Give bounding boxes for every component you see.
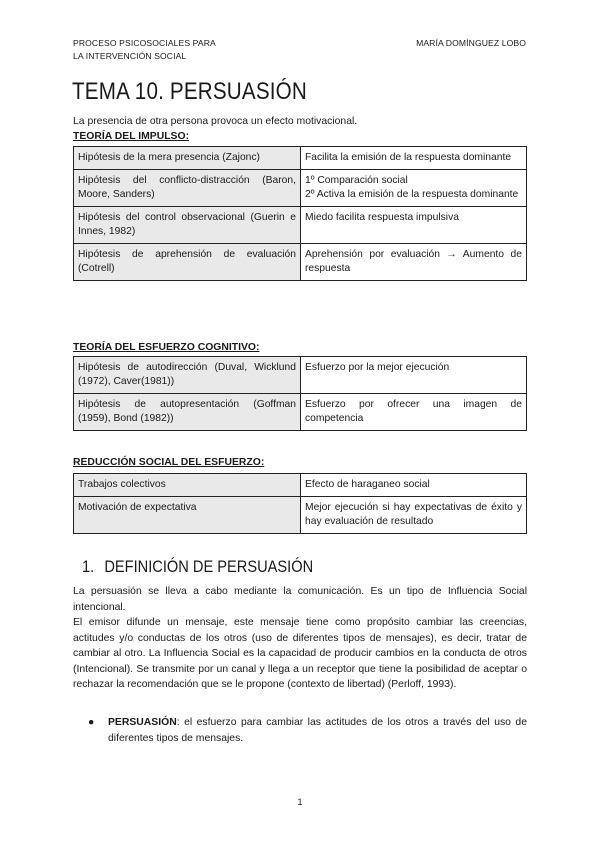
- impulso-table: [73, 146, 527, 281]
- paragraph: El emisor difunde un mensaje, este mensaje tiene como propósito cambiar las creencias, actitudes y/o conductas de los otros (uso de diferentes tipos de mensajes), es decir, tratar de cambiar al otro. La Influencia Social es la capacidad de producir cambios en la conducta de otros (Intencional). Se transmite por un canal y llega a un receptor que tiene la posibilidad de aceptar o rechazar la recomendación que se le propone (contexto de libertad) (Perloff, 1993).: [73, 617, 527, 690]
- reduccion-table: [73, 473, 527, 534]
- table-cell: Trabajos colectivos: [74, 474, 301, 497]
- section-number: 1.: [82, 557, 95, 576]
- reduccion-heading: REDUCCIÓN SOCIAL DEL ESFUERZO:: [73, 457, 265, 468]
- intro-text: La presencia de otra persona provoca un efecto motivacional.: [73, 116, 358, 127]
- table-cell: Miedo facilita respuesta impulsiva: [301, 207, 527, 244]
- table-row: [74, 357, 527, 394]
- table-cell: Facilita la emisión de la respuesta dominante: [301, 147, 527, 170]
- esfuerzo-table: [73, 356, 527, 431]
- esfuerzo-heading: TEORÍA DEL ESFUERZO COGNITIVO:: [73, 342, 260, 353]
- table-cell: Efecto de haraganeo social: [301, 474, 527, 497]
- bullet-text: : el esfuerzo para cambiar las actitudes de los otros a través del uso de diferentes tipos de mensajes.: [108, 717, 527, 744]
- running-header-left: [73, 37, 216, 63]
- table-cell: 1º Comparación social 2º Activa la emisión de la respuesta dominante: [301, 170, 527, 207]
- list-item: [88, 715, 527, 746]
- section-title: DEFINICIÓN DE PERSUASIÓN: [104, 557, 314, 576]
- bullet-icon: ●: [88, 717, 95, 728]
- page-title: TEMA 10. PERSUASIÓN: [72, 78, 307, 105]
- header-left-line2: LA INTERVENCIÓN SOCIAL: [73, 51, 187, 61]
- table-cell: Hipótesis del conflicto-distracción (Baron, Moore, Sanders): [74, 170, 301, 207]
- table-row: [74, 474, 527, 497]
- table-cell: Aprehensión por evaluación → Aumento de respuesta: [301, 244, 527, 281]
- running-header-right: MARÍA DOMÍNGUEZ LOBO: [416, 38, 526, 48]
- table-cell: Hipótesis de la mera presencia (Zajonc): [74, 147, 301, 170]
- table-row: [74, 170, 527, 207]
- table-row: [74, 244, 527, 281]
- table-cell: Hipótesis de autopresentación (Goffman (1959), Bond (1982)): [74, 394, 301, 431]
- table-cell: Esfuerzo por ofrecer una imagen de competencia: [301, 394, 527, 431]
- header-left-line1: PROCESO PSICOSOCIALES PARA: [73, 38, 216, 48]
- table-row: [74, 497, 527, 534]
- page-number: 1: [297, 797, 303, 807]
- table-cell: Esfuerzo por la mejor ejecución: [301, 357, 527, 394]
- table-cell: Motivación de expectativa: [74, 497, 301, 534]
- section-heading: [82, 556, 313, 578]
- bullet-term: PERSUASIÓN: [108, 717, 177, 728]
- table-cell: Hipótesis de autodirección (Duval, Wicklund (1972), Caver(1981)): [74, 357, 301, 394]
- section-body: [73, 584, 527, 693]
- table-row: [74, 207, 527, 244]
- table-cell: Mejor ejecución si hay expectativas de éxito y hay evaluación de resultado: [301, 497, 527, 534]
- table-cell: Hipótesis del control observacional (Guerin e Innes, 1982): [74, 207, 301, 244]
- table-cell: Hipótesis de aprehensión de evaluación (Cotrell): [74, 244, 301, 281]
- table-row: [74, 147, 527, 170]
- impulso-heading: TEORÍA DEL IMPULSO:: [73, 131, 190, 142]
- table-row: [74, 394, 527, 431]
- paragraph: La persuasión se lleva a cabo mediante la comunicación. Es un tipo de Influencia Social intencional.: [73, 586, 527, 613]
